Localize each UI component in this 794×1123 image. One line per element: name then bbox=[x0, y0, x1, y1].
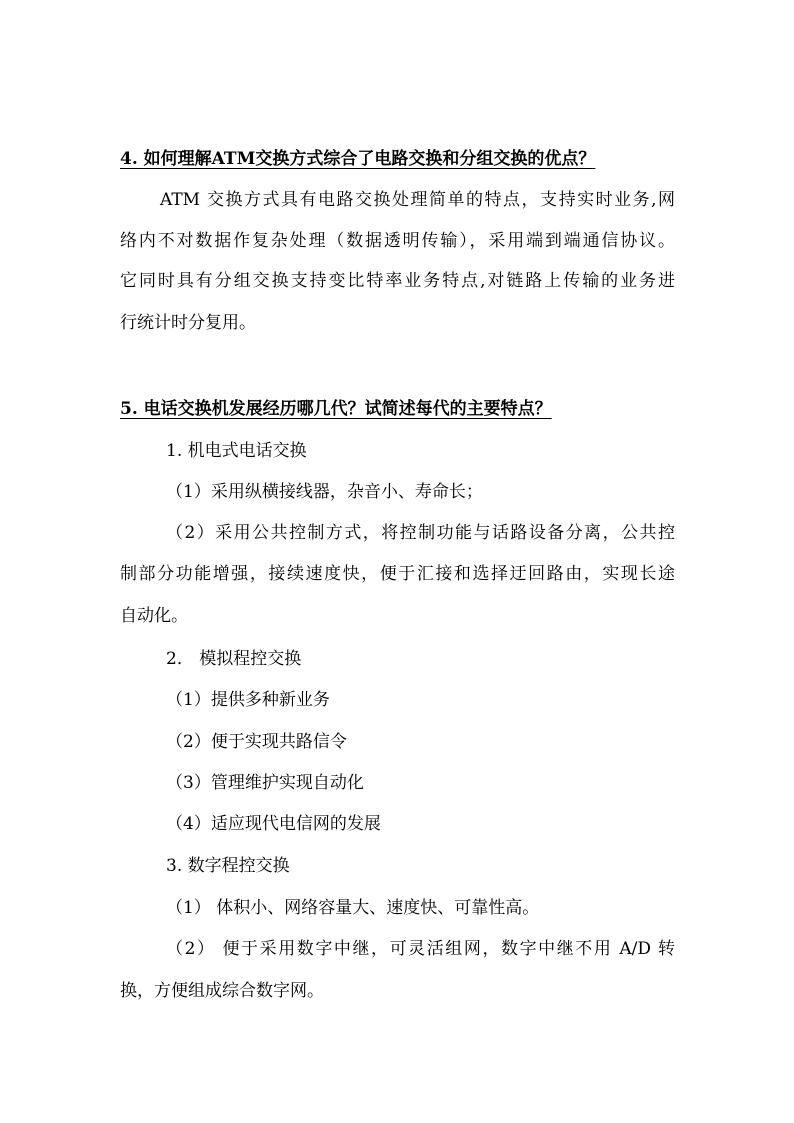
gen2-item-3: （3）管理维护实现自动化 bbox=[166, 773, 364, 793]
q4-para-line-1: ATM 交换方式具有电路交换处理简单的特点，支持实时业务,网 bbox=[160, 190, 675, 210]
q4-para-line-4: 行统计时分复用。 bbox=[120, 313, 256, 333]
gen2-item-4: （4）适应现代电信网的发展 bbox=[166, 814, 381, 834]
gen1-item-1: （1）采用纵横接线器，杂音小、寿命长； bbox=[166, 482, 483, 502]
gen3-item-2-line-2: 换，方便组成综合数字网。 bbox=[120, 981, 324, 1001]
gen3-item-1: （1） 体积小、网络容量大、速度快、可靠性高。 bbox=[166, 898, 540, 918]
question-4-heading: 4. 如何理解ATM交换方式综合了电路交换和分组交换的优点？ bbox=[120, 149, 596, 169]
gen3-item-2-line-1: （2） 便于采用数字中继，可灵活组网，数字中继不用 A/D 转 bbox=[166, 939, 675, 959]
q4-para-line-3: 它同时具有分组交换支持变比特率业务特点,对链路上传输的业务进 bbox=[120, 271, 675, 291]
question-5-heading: 5. 电话交换机发展经历哪几代？试简述每代的主要特点？ bbox=[120, 399, 552, 419]
gen2-item-2: （2）便于实现共路信令 bbox=[166, 732, 347, 752]
gen3-title: 3. 数字程控交换 bbox=[166, 856, 290, 876]
gen2-title: 2． 模拟程控交换 bbox=[166, 649, 302, 669]
gen1-item-2-line-1: （2）采用公共控制方式，将控制功能与话路设备分离，公共控 bbox=[166, 523, 675, 543]
q4-para-line-2: 络内不对数据作复杂处理（数据透明传输），采用端到端通信协议。 bbox=[120, 231, 675, 251]
gen1-item-2-line-2: 制部分功能增强，接续速度快，便于汇接和选择迂回路由，实现长途 bbox=[120, 564, 675, 584]
gen1-item-2-line-3: 自动化。 bbox=[120, 606, 188, 626]
gen2-item-1: （1）提供多种新业务 bbox=[166, 690, 330, 710]
gen1-title: 1. 机电式电话交换 bbox=[166, 441, 307, 461]
